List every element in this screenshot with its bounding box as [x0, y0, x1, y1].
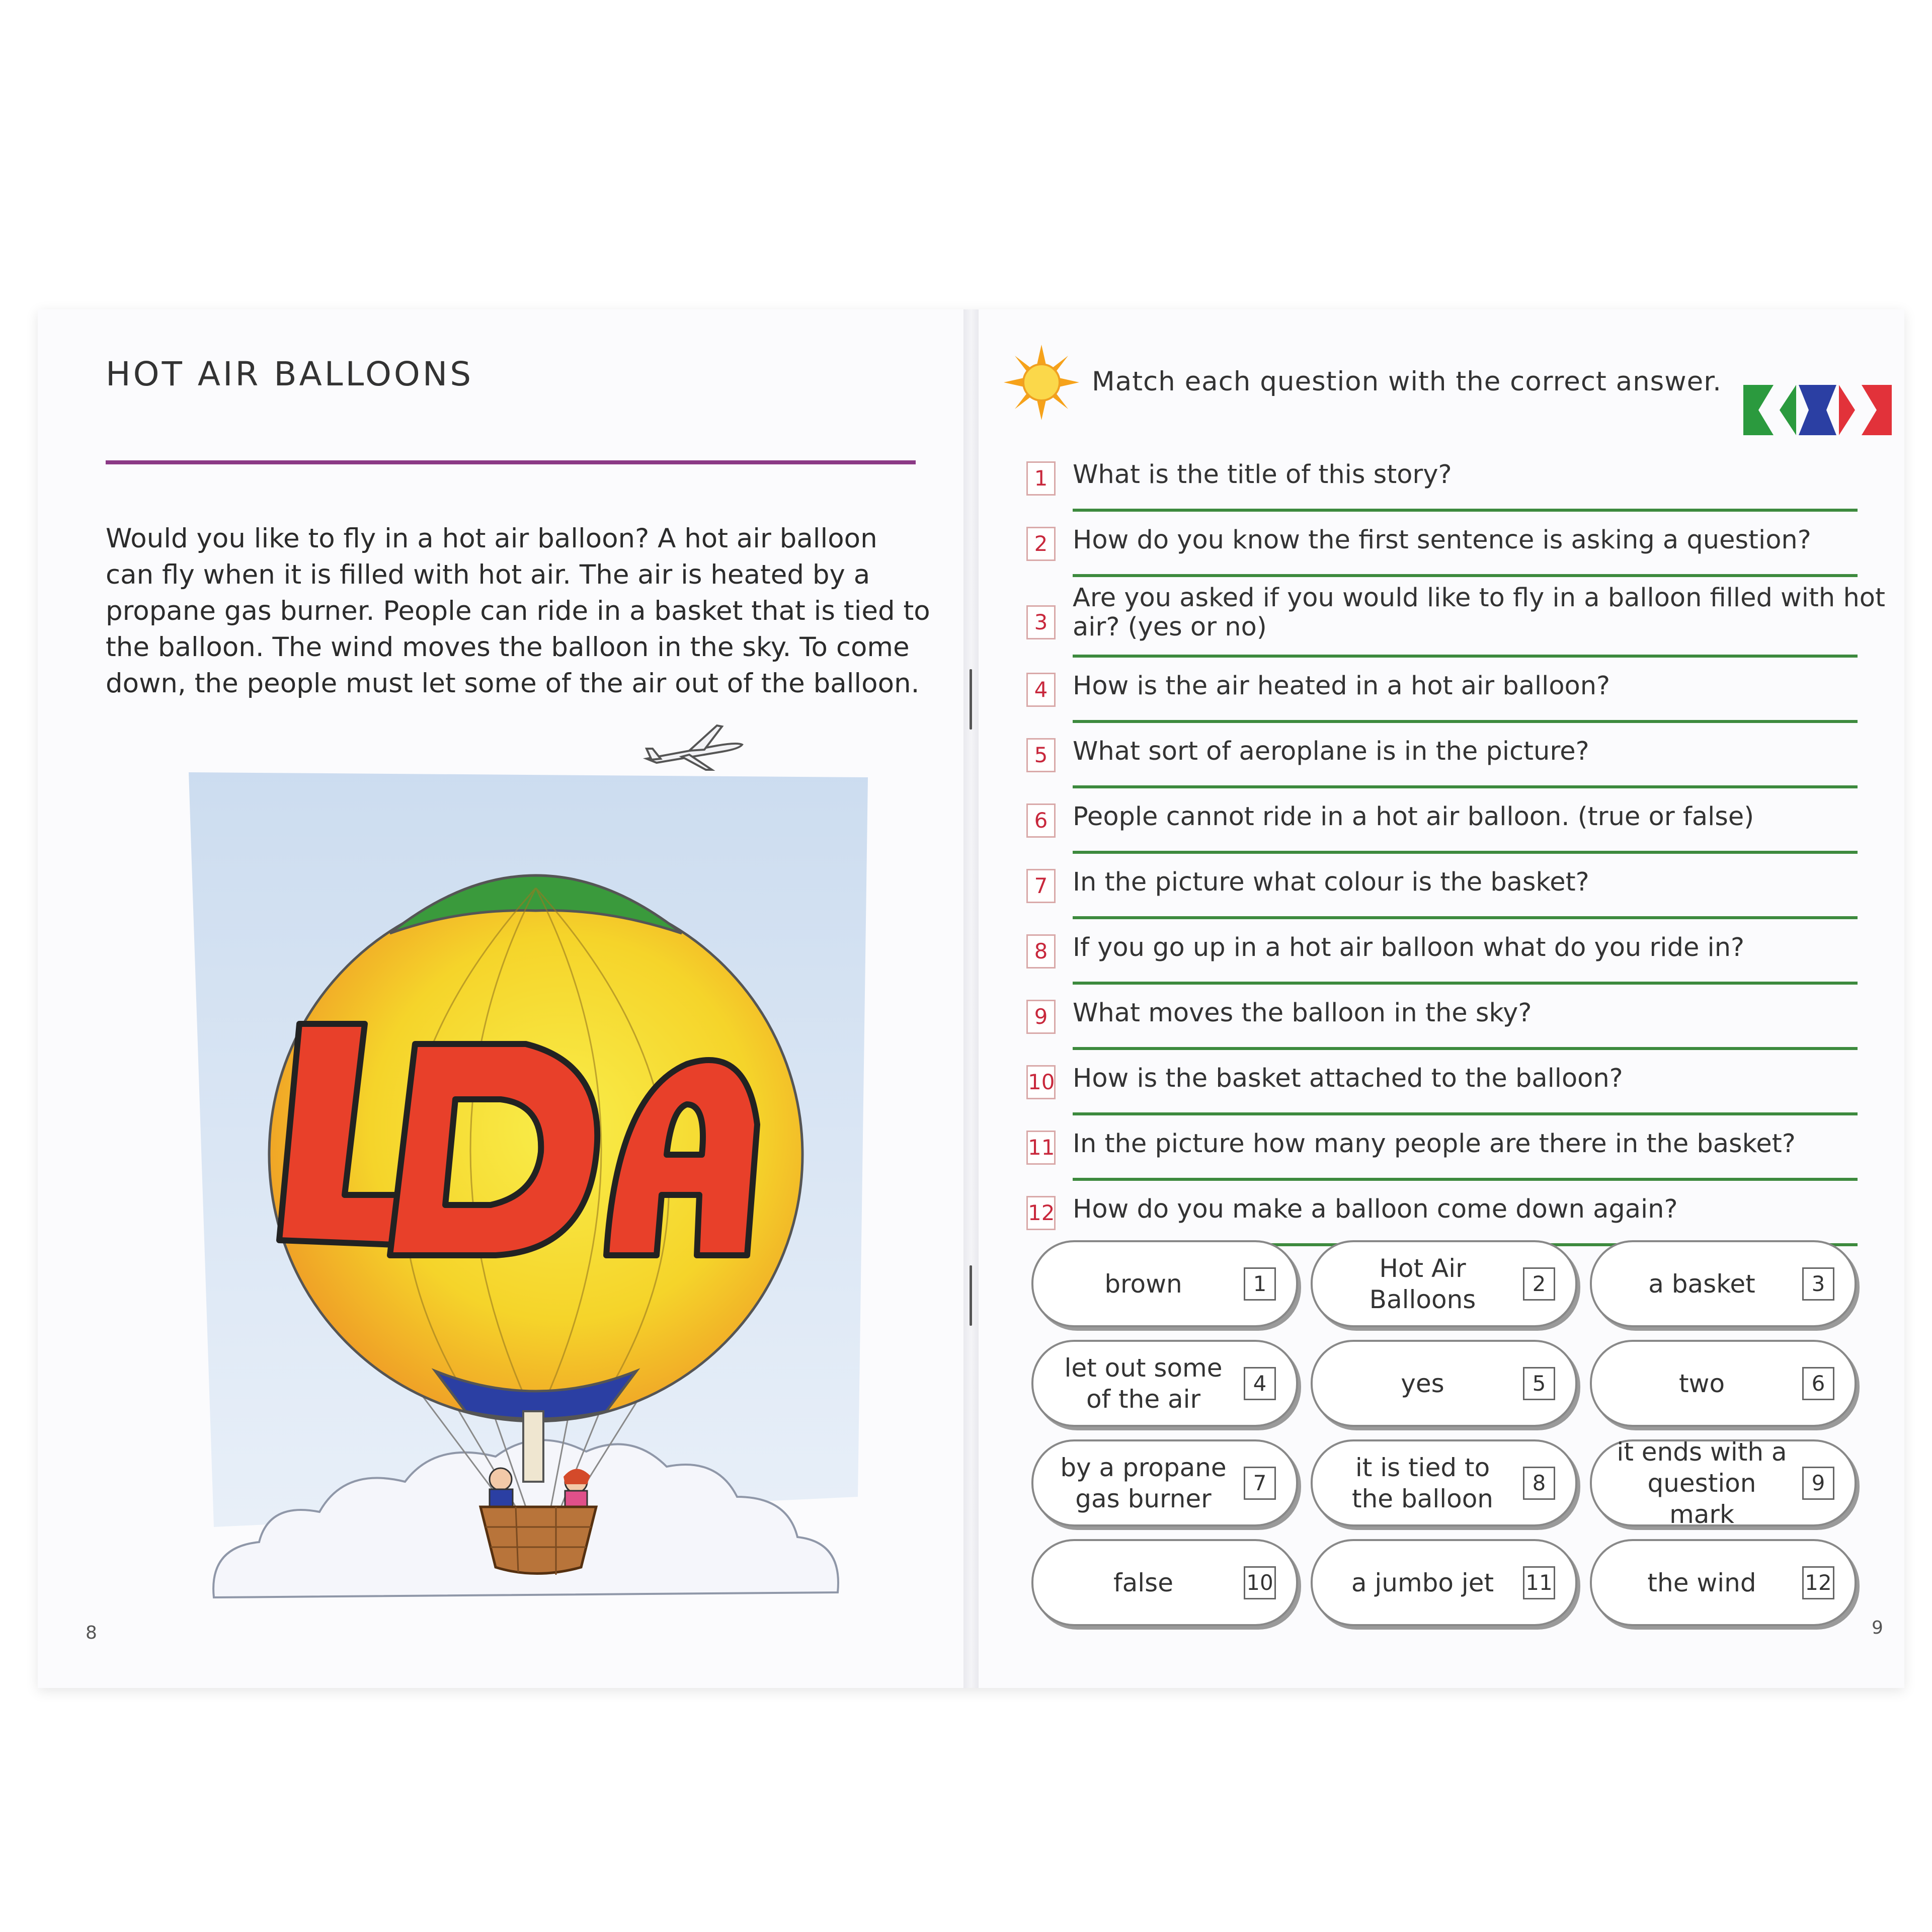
- answer-line[interactable]: [1073, 720, 1858, 723]
- question-row: [1026, 989, 1892, 1054]
- question-text: How do you know the first sentence is asking a question?: [1073, 525, 1811, 555]
- question-number: 9: [1026, 1000, 1056, 1034]
- answer-number: 12: [1802, 1566, 1834, 1599]
- question-number: 1: [1026, 461, 1056, 496]
- answer-card[interactable]: [1031, 1439, 1298, 1526]
- answer-number: 11: [1523, 1566, 1555, 1599]
- question-text: In the picture what colour is the basket?: [1073, 867, 1589, 897]
- answer-card[interactable]: [1311, 1240, 1577, 1327]
- binding-staple: [970, 669, 972, 730]
- question-row: [1026, 581, 1892, 662]
- answer-grid: [1031, 1240, 1877, 1626]
- answer-text: it is tied to the balloon: [1352, 1453, 1493, 1513]
- story-line: propane gas burner. People can ride in a basket that is tied to: [106, 596, 930, 626]
- question-row: [1026, 450, 1892, 516]
- answer-number: 6: [1802, 1367, 1834, 1400]
- sun-icon: [1004, 345, 1079, 420]
- answer-number: 10: [1244, 1566, 1276, 1599]
- title-rule: [106, 460, 916, 464]
- answer-text: let out some of the air: [1064, 1353, 1223, 1414]
- question-row: [1026, 727, 1892, 792]
- answer-text: a jumbo jet: [1351, 1568, 1494, 1597]
- question-row: [1026, 516, 1892, 581]
- answer-number: 5: [1523, 1367, 1555, 1400]
- right-page: [979, 309, 1904, 1688]
- question-row: [1026, 1054, 1892, 1119]
- question-text: How do you make a balloon come down again?: [1073, 1194, 1678, 1224]
- answer-line[interactable]: [1073, 574, 1858, 577]
- answer-line[interactable]: [1073, 916, 1858, 919]
- answer-card[interactable]: [1590, 1539, 1857, 1626]
- question-number: 4: [1026, 673, 1056, 707]
- answer-card[interactable]: [1031, 1240, 1298, 1327]
- answer-number: 7: [1244, 1467, 1276, 1500]
- page-number: 9: [1872, 1618, 1883, 1638]
- answer-line[interactable]: [1073, 785, 1858, 788]
- answer-card[interactable]: [1590, 1240, 1857, 1327]
- question-text: In the picture how many people are there in the basket?: [1073, 1129, 1796, 1159]
- answer-number: 1: [1244, 1267, 1276, 1301]
- question-row: [1026, 858, 1892, 923]
- answer-text: false: [1113, 1568, 1173, 1597]
- question-text: What sort of aeroplane is in the picture?: [1073, 737, 1589, 766]
- question-text: How is the air heated in a hot air balloon?: [1073, 671, 1611, 701]
- question-list: [1026, 450, 1892, 1250]
- answer-text: by a propane gas burner: [1060, 1453, 1227, 1513]
- story-text: [106, 521, 941, 702]
- answer-number: 4: [1244, 1367, 1276, 1400]
- answer-text: the wind: [1647, 1568, 1756, 1597]
- answer-text: a basket: [1648, 1269, 1755, 1299]
- question-number: 2: [1026, 527, 1056, 561]
- question-number: 8: [1026, 934, 1056, 969]
- answer-text: Hot Air Balloons: [1369, 1253, 1476, 1314]
- answer-line[interactable]: [1073, 1047, 1858, 1050]
- binding-staple: [970, 1265, 972, 1326]
- instruction-text: Match each question with the correct answer.: [1092, 366, 1722, 397]
- book-gutter: [963, 309, 979, 1688]
- story-line: the balloon. The wind moves the balloon in the sky. To come: [106, 632, 910, 663]
- question-row: [1026, 923, 1892, 989]
- question-number: 5: [1026, 738, 1056, 772]
- question-text: What is the title of this story?: [1073, 460, 1452, 490]
- answer-card[interactable]: [1590, 1437, 1857, 1529]
- answer-line[interactable]: [1073, 509, 1858, 512]
- page-number: 8: [86, 1623, 97, 1643]
- story-line: Would you like to fly in a hot air balloon? A hot air balloon: [106, 523, 877, 554]
- answer-text: two: [1678, 1369, 1725, 1398]
- story-line: down, the people must let some of the air out of the balloon.: [106, 668, 920, 699]
- answer-card[interactable]: [1031, 1539, 1298, 1626]
- answer-card[interactable]: [1590, 1340, 1857, 1427]
- answer-line[interactable]: [1073, 851, 1858, 854]
- question-number: 10: [1026, 1065, 1056, 1099]
- hot-air-balloon-illustration: [153, 742, 883, 1628]
- answer-text: brown: [1104, 1269, 1182, 1299]
- answer-card[interactable]: [1311, 1340, 1577, 1427]
- question-row: [1026, 792, 1892, 858]
- answer-number: 9: [1802, 1467, 1834, 1500]
- question-number: 7: [1026, 869, 1056, 903]
- story-title: HOT AIR BALLOONS: [106, 355, 474, 393]
- question-number: 3: [1026, 605, 1056, 639]
- question-text: If you go up in a hot air balloon what do you ride in?: [1073, 933, 1745, 962]
- question-text: Are you asked if you would like to fly in a balloon filled with hot air? (yes or no): [1073, 583, 1885, 642]
- answer-card[interactable]: [1311, 1439, 1577, 1526]
- answer-number: 8: [1523, 1467, 1555, 1500]
- answer-text: it ends with a question mark: [1617, 1437, 1787, 1529]
- question-text: What moves the balloon in the sky?: [1073, 998, 1532, 1028]
- instruction-row: [1004, 337, 1889, 428]
- answer-line[interactable]: [1073, 1178, 1858, 1181]
- story-line: can fly when it is filled with hot air. The air is heated by a: [106, 559, 870, 590]
- open-book: [38, 309, 1904, 1688]
- question-text: People cannot ride in a hot air balloon. (true or false): [1073, 802, 1754, 832]
- match-arrows-icon: [1743, 385, 1892, 435]
- question-text: How is the basket attached to the balloon?: [1073, 1064, 1623, 1093]
- question-row: [1026, 662, 1892, 727]
- question-row: [1026, 1119, 1892, 1185]
- question-number: 6: [1026, 803, 1056, 838]
- question-number: 12: [1026, 1196, 1056, 1230]
- answer-text: yes: [1401, 1369, 1444, 1398]
- left-page: [38, 309, 963, 1688]
- answer-line[interactable]: [1073, 655, 1858, 658]
- answer-number: 3: [1802, 1267, 1834, 1301]
- answer-card[interactable]: [1311, 1539, 1577, 1626]
- answer-line[interactable]: [1073, 982, 1858, 985]
- answer-line[interactable]: [1073, 1112, 1858, 1115]
- answer-card[interactable]: [1031, 1340, 1298, 1427]
- question-number: 11: [1026, 1131, 1056, 1165]
- answer-number: 2: [1523, 1267, 1555, 1301]
